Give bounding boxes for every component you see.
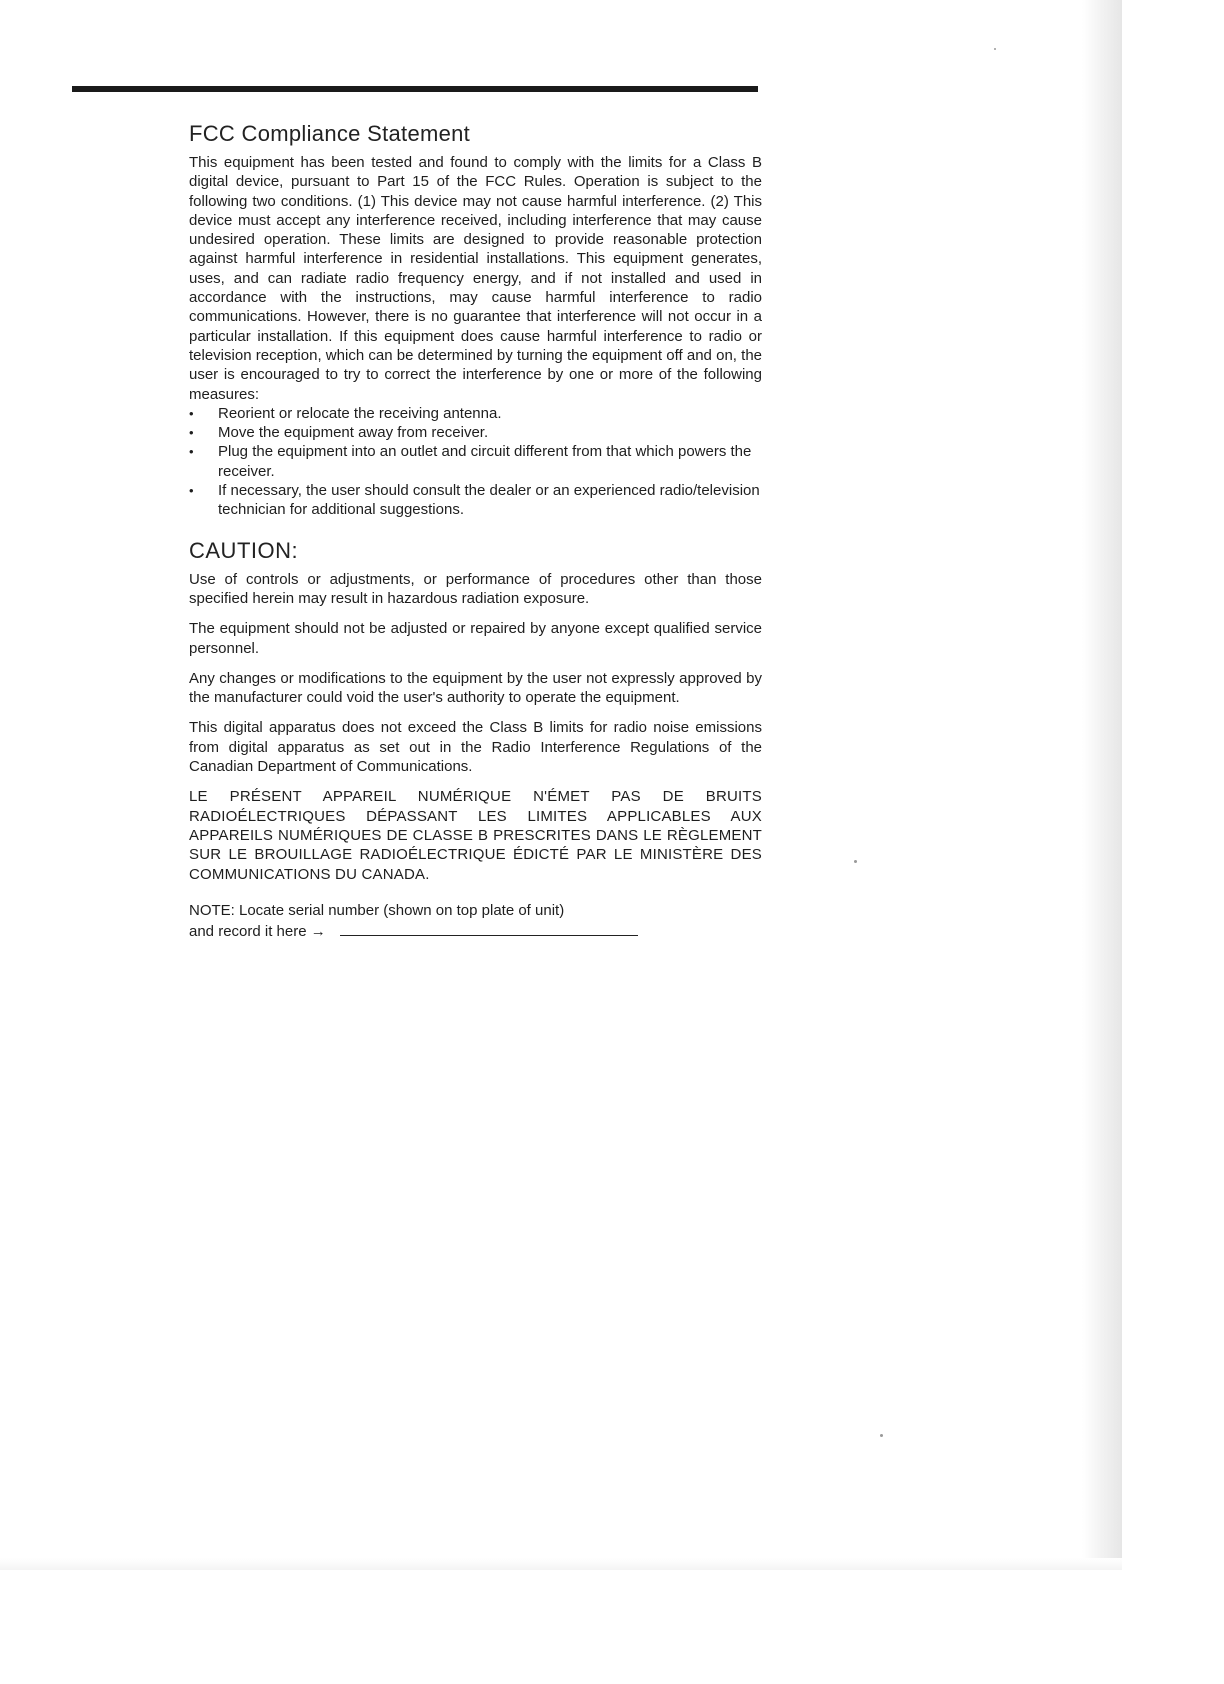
caution-paragraph: The equipment should not be adjusted or repaired by anyone except qualified service personnel. (189, 620, 762, 657)
serial-note-line2-row (189, 921, 762, 942)
measure-item: • Plug the equipment into an outlet and circuit different from that which powers the receiver. (189, 442, 762, 481)
document-body (189, 121, 762, 942)
caution-paragraph: Any changes or modifications to the equipment by the user not expressly approved by the manufacturer could void the user's authority to operate the equipment. (189, 669, 762, 707)
top-rule (72, 86, 758, 92)
measures-list (189, 404, 762, 520)
scan-edge-shadow (1082, 0, 1122, 1568)
caution-paragraph: Use of controls or adjustments, or performance of procedures other than those specified herein may result in hazardous radiation exposure. (189, 570, 762, 607)
serial-number-blank-line (340, 921, 638, 936)
measure-item: • Reorient or relocate the receiving antenna. (189, 404, 762, 423)
french-notice: LE PRÉSENT APPAREIL NUMÉRIQUE N'ÉMET PAS DE BRUITS RADIOÉLECTRIQUES DÉPASSANT LES LIMITES APPLICABLES AUX APPAREILS NUMÉRIQUES DE CLASSE B PRESCRITES DANS LE RÈGLEMENT SUR LE BROUILLAGE RADIOÉLECTRIQUE ÉDICTÉ PAR LE MINISTÈRE DES COMMUNICATIONS DU CANADA. (189, 788, 762, 883)
serial-note (189, 900, 762, 942)
fcc-heading: FCC Compliance Statement (189, 121, 471, 146)
measure-item: • Move the equipment away from receiver. (189, 423, 762, 442)
serial-note-line2: and record it here → (189, 922, 326, 940)
scan-speck (994, 48, 996, 50)
scan-bottom-shadow (0, 1558, 1122, 1570)
caution-heading: CAUTION: (189, 537, 299, 563)
fcc-intro-paragraph: This equipment has been tested and found to comply with the limits for a Class B digital device, pursuant to Part 15 of the FCC Rules. Operation is subject to the following two conditions. (1) This device may not cause harmful interference. (2) This device must accept any interference received, including interference that may cause undesired operation. These limits are designed to provide reasonable protection against harmful interference in residential installations. This equipment generates, uses, and can radiate radio frequency energy, and if not installed and used in accordance with the instructions, may cause harmful interference to radio communications. However, there is no guarantee that interference will not occur in a particular installation. If this equipment does cause harmful interference to radio or television reception, which can be determined by turning the equipment off and on, the user is encouraged to try to correct the interference by one or more of the following measures: (189, 154, 762, 403)
serial-note-line1: NOTE: Locate serial number (shown on top plate of unit) (189, 901, 565, 919)
measure-item: • If necessary, the user should consult the dealer or an experienced radio/television technician for additional suggestions. (189, 481, 762, 520)
caution-paragraph: This digital apparatus does not exceed the Class B limits for radio noise emissions from digital apparatus as set out in the Radio Interference Regulations of the Canadian Department of Communications. (189, 719, 762, 776)
scan-speck (854, 860, 857, 863)
scan-speck (880, 1434, 883, 1437)
